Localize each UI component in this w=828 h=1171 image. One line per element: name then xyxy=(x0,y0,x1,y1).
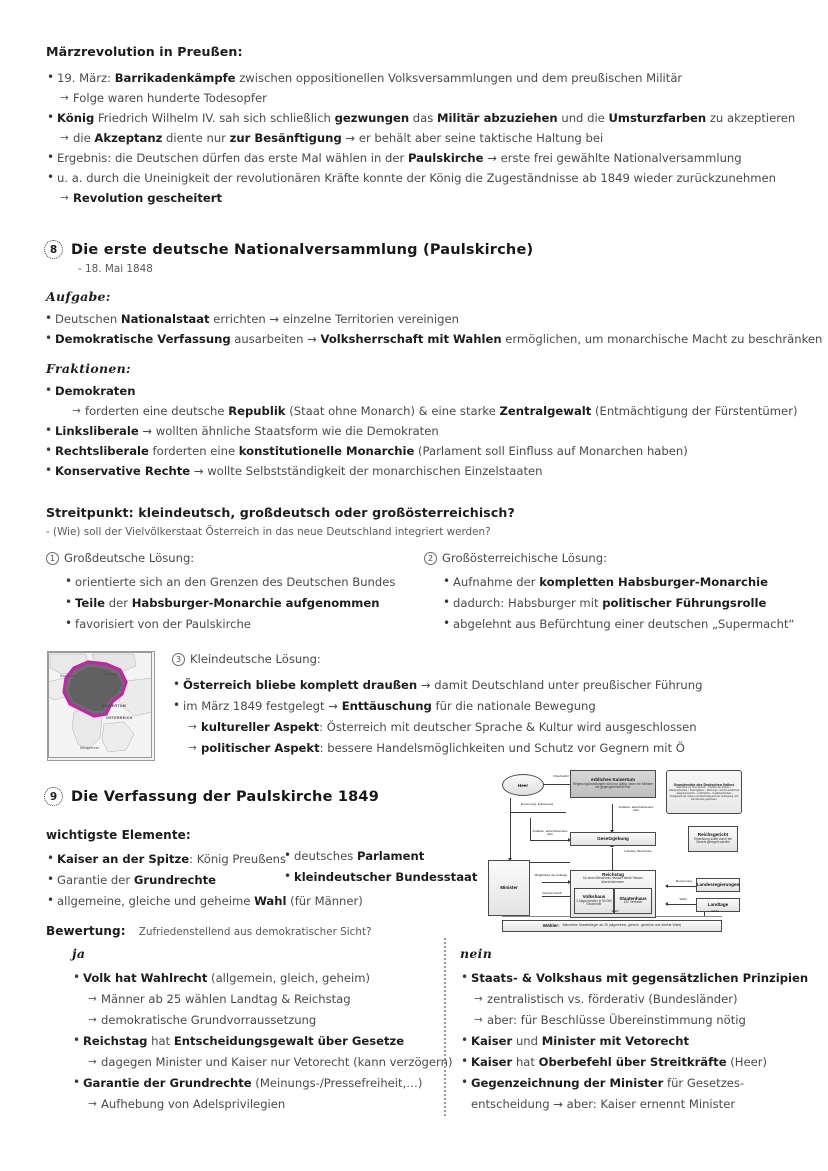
emphasis-text: politischer Aspekt xyxy=(201,741,320,755)
maerzrevolution-title: Märzrevolution in Preußen: xyxy=(46,44,243,59)
emphasis-text: Parlament xyxy=(357,849,425,863)
body-text: entscheidung → aber: Kaiser ernennt Minister xyxy=(471,1097,736,1111)
arrow-line xyxy=(188,717,812,738)
body-text: Männer ab 25 wählen Landtag & Reichstag xyxy=(101,992,351,1006)
emphasis-text: Konservative Rechte xyxy=(55,464,191,478)
arrow-line xyxy=(88,1010,442,1031)
body-text: diente nur xyxy=(162,131,230,145)
option-1-items xyxy=(64,572,426,635)
verfassungs-schema-diagram xyxy=(482,770,744,930)
arrow-line xyxy=(88,1052,453,1073)
diagram-node-grundrechte xyxy=(666,770,742,814)
diagram-caption-rechenschaft: Rechenschaft xyxy=(542,891,562,895)
arrow-line xyxy=(474,1010,820,1031)
diagram-line xyxy=(530,818,531,840)
map-label-nordsee: Nordsee xyxy=(60,674,76,678)
ja-label: ja xyxy=(72,946,86,961)
maerzrevolution-lines xyxy=(46,68,795,208)
emphasis-text: zur Besänftigung xyxy=(229,131,342,145)
bullet-line xyxy=(44,441,822,461)
diagram-arrow xyxy=(665,902,668,906)
streitpunkt-question: - (Wie) soll der Vielvölkerstaat Österreich in das neue Deutschland integriert werden? xyxy=(46,526,491,538)
body-text: (Staat ohne Monarch) & eine starke xyxy=(285,404,500,418)
diagram-node-gesetzgebung-title: Gesetzgebung xyxy=(597,835,629,841)
nein-label: nein xyxy=(460,946,493,961)
bullet-line xyxy=(46,148,795,168)
body-text: (Meinungs-/Pressefreiheit,…) xyxy=(251,1076,423,1090)
option-2-items xyxy=(442,572,814,635)
bullet-line xyxy=(46,68,795,88)
diagram-node-waehler xyxy=(502,920,722,932)
diagram-line xyxy=(612,804,613,832)
emphasis-text: kompletten Habsburger-Monarchie xyxy=(539,575,768,589)
map-svg xyxy=(48,652,152,758)
bullet-line xyxy=(172,696,812,717)
arrow-line xyxy=(60,188,795,208)
maerzrevolution-section xyxy=(46,44,795,208)
bullet-line xyxy=(442,572,814,593)
emphasis-text: Revolution gescheitert xyxy=(73,191,223,205)
emphasis-text: Teile xyxy=(75,596,106,610)
body-text: Ergebnis: die Deutschen dürfen das erste Mal wählen in der xyxy=(57,151,408,165)
emphasis-text: Barrikadenkämpfe xyxy=(114,71,236,85)
emphasis-text: Republik xyxy=(228,404,286,418)
body-text: Friedrich Wilhelm IV. sah sich schließlich xyxy=(94,111,335,125)
emphasis-text: Kaiser xyxy=(471,1034,513,1048)
emphasis-text: Kaiser xyxy=(471,1055,513,1069)
diagram-line xyxy=(530,840,570,841)
diagram-caption-initiative-veto-2: Initiative, aufschiebendes Veto xyxy=(532,829,568,837)
diagram-arrow xyxy=(665,884,668,888)
bullet-line xyxy=(46,108,795,128)
body-text: (Entmächtigung der Fürstentümer) xyxy=(591,404,798,418)
bullet-line xyxy=(283,867,477,888)
diagram-node-staatenhaus-title: Staatenhaus xyxy=(619,896,647,901)
emphasis-text: Volksherrschaft mit Wahlen xyxy=(320,332,502,346)
emphasis-text: Grundrechte xyxy=(133,873,216,887)
emphasis-text: Rechtsliberale xyxy=(55,444,149,458)
map-label-oesterreich: ÖSTERREICH xyxy=(106,716,133,720)
body-text: → wollte Selbstständigkeit der monarchischen Einzelstaaten xyxy=(190,464,543,478)
arrow-line xyxy=(72,401,822,421)
diagram-line xyxy=(612,848,613,870)
body-text: und die xyxy=(557,111,609,125)
body-text: → er behält aber seine taktische Haltung bei xyxy=(341,131,604,145)
map-label-ostsee: Ostsee xyxy=(104,672,118,676)
bullet-line xyxy=(283,846,477,867)
diagram-caption-wahl-3: Wahl xyxy=(711,909,719,913)
diagram-line xyxy=(668,904,698,905)
body-text: → damit Deutschland unter preußischer Führung xyxy=(417,678,703,692)
diagram-node-minister xyxy=(488,860,530,916)
diagram-node-reichstag-title: Reichstag xyxy=(602,872,624,877)
bullet-line xyxy=(72,968,442,989)
emphasis-text: Entscheidungsgewalt über Gesetze xyxy=(173,1034,405,1048)
ja-items xyxy=(72,968,453,1115)
option-3-label: Kleindeutsche Lösung: xyxy=(190,652,321,666)
bullet-line xyxy=(44,329,822,349)
body-text: zwischen oppositionellen Volksversammlungen und dem preußischen Militär xyxy=(235,71,683,85)
diagram-node-minister-title: Minister xyxy=(500,884,518,890)
body-text: forderten eine xyxy=(148,444,239,458)
emphasis-text: Zentralgewalt xyxy=(499,404,592,418)
diagram-node-reichsgericht xyxy=(688,826,738,852)
bullet-line xyxy=(442,614,814,635)
body-text: aber: für Beschlüsse Übereinstimmung nötig xyxy=(487,1013,746,1027)
diagram-caption-benennung: Benennung xyxy=(676,879,692,883)
aufgabe-label: Aufgabe: xyxy=(46,289,111,304)
body-text: Deutschen xyxy=(55,312,121,326)
option-3-number: 3 xyxy=(172,653,185,666)
text-line xyxy=(471,1094,820,1115)
diagram-node-reichsgericht-title: Reichsgericht xyxy=(697,832,729,838)
diagram-line xyxy=(510,812,566,813)
section-9 xyxy=(44,787,379,806)
streitpunkt-title: Streitpunkt: kleindeutsch, großdeutsch oder großösterreichisch? xyxy=(46,505,515,520)
body-text: : Österreich mit deutscher Sprache & Kultur wird ausgeschlossen xyxy=(319,720,697,734)
wichtigste-elemente-label: wichtigste Elemente: xyxy=(46,828,191,842)
body-text: Folge waren hunderte Todesopfer xyxy=(73,91,267,105)
bullet-line xyxy=(460,1052,820,1073)
emphasis-text: kultureller Aspekt xyxy=(201,720,320,734)
bullet-line xyxy=(46,891,363,912)
body-text: → erste frei gewählte Nationalversammlung xyxy=(483,151,742,165)
diagram-node-landtage-title: Landtage xyxy=(707,901,729,907)
emphasis-text: Österreich bliebe komplett draußen xyxy=(183,678,418,692)
body-text: → wollten ähnliche Staatsform wie die Demokraten xyxy=(138,424,439,438)
diagram-node-landesregierungen-title: Landesregierungen xyxy=(696,881,740,887)
body-text: für Gesetzes- xyxy=(663,1076,745,1090)
bullet-line xyxy=(44,421,822,441)
body-text: dadurch: Habsburger mit xyxy=(453,596,603,610)
body-text: der xyxy=(105,596,132,610)
body-text: : bessere Handelsmöglichkeiten und Schutz vor Gegnern mit Ö xyxy=(319,741,685,755)
bullet-line xyxy=(46,168,795,188)
emphasis-text: Militär abzuziehen xyxy=(436,111,558,125)
emphasis-text: Oberbefehl über Streitkräfte xyxy=(538,1055,727,1069)
diagram-node-landesregierungen xyxy=(696,878,740,892)
emphasis-text: Linksliberale xyxy=(55,424,139,438)
bullet-line xyxy=(460,1031,820,1052)
diagram-line xyxy=(542,882,570,883)
bewertung-question: Zufriedenstellend aus demokratischer Sicht? xyxy=(138,926,372,938)
body-text: Aufnahme der xyxy=(453,575,540,589)
body-text: hat xyxy=(512,1055,539,1069)
body-text: Garantie der xyxy=(57,873,134,887)
bullet-line xyxy=(64,593,426,614)
emphasis-text: Umsturzfarben xyxy=(608,111,707,125)
diagram-node-gesetzgebung xyxy=(570,832,656,846)
streitpunkt-section xyxy=(46,505,515,540)
body-text: Aufhebung von Adelsprivilegien xyxy=(101,1097,286,1111)
emphasis-text: kleindeutscher Bundesstaat xyxy=(294,870,478,884)
body-text: u. a. durch die Uneinigkeit der revolutionären Kräfte konnte der König die Zugeständnisse ab 1849 wieder zurückzunehmen xyxy=(57,171,777,185)
body-text: das xyxy=(409,111,437,125)
body-text: abgelehnt aus Befürchtung einer deutschen „Supermacht“ xyxy=(453,617,795,631)
diagram-caption-ernennung: Ernennung, Entlassung xyxy=(520,802,554,806)
arrow-line xyxy=(88,989,442,1010)
body-text: zentralistisch vs. förderativ (Bundesländer) xyxy=(487,992,738,1006)
diagram-node-kaisertum xyxy=(570,770,656,798)
emphasis-text: Habsburger-Monarchie aufgenommen xyxy=(131,596,380,610)
diagram-node-grundrechte-sub: Gleichheit vor dem Gesetz – Freiheit der Person – Glaubensfreiheit – Freizügigkeit – Meinungs- und Pressefreiheit – Eigentumsrecht – Lehrfreiheit – Koalitionsfreiheit – Postgeheimnis. Kaiser und Reichstag sind an Verfassung und Grundrechte gebunden. xyxy=(668,785,740,801)
arrow-line xyxy=(60,128,795,148)
emphasis-text: Enttäuschung xyxy=(341,699,432,713)
ja-nein-divider xyxy=(444,938,446,1116)
option-2-label: Großösterreichische Lösung: xyxy=(442,551,608,565)
emphasis-text: Garantie der Grundrechte xyxy=(83,1076,252,1090)
diagram-node-reichsgericht-sub: Einsetzung sollte durch ein Gesetz geregelt werden xyxy=(693,836,733,845)
bewertung-block xyxy=(46,920,372,940)
diagram-node-volkshaus-title: Volkshaus xyxy=(582,894,606,900)
body-text: : König Preußens xyxy=(189,852,287,866)
body-text: hat xyxy=(147,1034,174,1048)
diagram-caption-initiative-veto: Initiative, aufschiebendes Veto xyxy=(618,805,654,813)
emphasis-text: konstitutionelle Monarchie xyxy=(238,444,415,458)
diagram-caption-wahl-2: Wahl xyxy=(611,909,619,913)
emphasis-text: Akzeptanz xyxy=(94,131,163,145)
emphasis-text: Staats- & Volkshaus mit gegensätzlichen Prinzipien xyxy=(471,971,809,985)
map-label-mittelmeer: Mittelmeer xyxy=(80,746,100,750)
option-kleindeutsch xyxy=(172,652,812,759)
elements-right-column xyxy=(283,846,477,888)
bewertung-label: Bewertung: xyxy=(46,924,126,938)
diagram-node-kaisertum-title: erbliches Kaisertum xyxy=(591,777,635,783)
bullet-line xyxy=(460,1073,820,1094)
body-text: forderten eine deutsche xyxy=(85,404,229,418)
body-text: und xyxy=(512,1034,542,1048)
emphasis-text: Volk hat Wahlrecht xyxy=(83,971,208,985)
body-text: orientierte sich an den Grenzen des Deutschen Bundes xyxy=(75,575,396,589)
diagram-node-volkshaus-sub: 1 Abgeordneter je 50.000 Einwohner xyxy=(576,898,612,907)
bewertung-nein-column xyxy=(460,946,820,1115)
body-text: (für Männer) xyxy=(286,894,363,908)
emphasis-text: gezwungen xyxy=(334,111,410,125)
option-1-number: 1 xyxy=(46,552,59,565)
bullet-line xyxy=(72,1073,442,1094)
emphasis-text: Kaiser an der Spitze xyxy=(57,852,190,866)
section-8-heading xyxy=(44,240,822,259)
section-8-subtitle: - 18. Mai 1848 xyxy=(78,263,153,275)
emphasis-text: Demokratische Verfassung xyxy=(55,332,231,346)
section-number-badge: 8 xyxy=(44,240,63,259)
diagram-node-grundrechte-title: Grundrechte des Deutschen Volkes xyxy=(673,782,735,787)
emphasis-text: Paulskirche xyxy=(407,151,484,165)
nein-items xyxy=(460,968,820,1115)
emphasis-text: Reichstag xyxy=(83,1034,148,1048)
body-text: (Parlament soll Einfluss auf Monarchen haben) xyxy=(414,444,688,458)
body-text: ausarbeiten → xyxy=(230,332,321,346)
emphasis-text: Gegenzeichnung der Minister xyxy=(471,1076,664,1090)
arrow-line xyxy=(188,738,812,759)
emphasis-text: Wahl xyxy=(254,894,287,908)
emphasis-text: politischer Führungsrolle xyxy=(602,596,767,610)
bullet-line xyxy=(64,572,426,593)
diagram-node-waehler-text: Männliche Staatsbürger ab 25 (allgemeine, gleiche, geheime und direkte Wahl) xyxy=(562,923,682,928)
body-text: ermöglichen, um monarchische Macht zu beschränken xyxy=(501,332,823,346)
section-9-title: Die Verfassung der Paulskirche 1849 xyxy=(71,788,380,805)
diagram-line xyxy=(668,886,698,887)
body-text: allgemeine, gleiche und geheime xyxy=(57,894,255,908)
diagram-caption-oberbefehl: Oberbefehl xyxy=(553,774,569,778)
body-text: demokratische Grundvorraussetzung xyxy=(101,1013,317,1027)
body-text: 19. März: xyxy=(57,71,115,85)
bullet-line xyxy=(64,614,426,635)
emphasis-text: Nationalstaat xyxy=(120,312,210,326)
option-grossdeutsch xyxy=(46,551,426,635)
diagram-caption-initiative-beschluss: Initiative, Beschluss xyxy=(624,849,652,853)
option-2-number: 2 xyxy=(424,552,437,565)
diagram-node-kaisertum-sub: Regierungshandlungen sind nur gültig, wenn ein Minister sie gegengezeichnet hat. xyxy=(572,781,654,790)
bullet-line xyxy=(44,461,822,481)
body-text: die xyxy=(73,131,95,145)
fraktionen-label: Fraktionen: xyxy=(46,361,131,376)
diagram-node-reichstag-sub: für einen Beschluss müssen beide Häuser übereinstimmen. xyxy=(583,876,643,884)
body-text: dagegen Minister und Kaiser nur Vetorecht (kann verzögern) xyxy=(101,1055,453,1069)
arrow-line xyxy=(88,1094,442,1115)
body-text: (Heer) xyxy=(726,1055,768,1069)
diagram-line xyxy=(530,862,570,863)
body-text: errichten → einzelne Territorien vereinigen xyxy=(209,312,459,326)
option-grossoesterreichisch xyxy=(424,551,814,635)
map-thumbnail xyxy=(47,651,155,761)
body-text: im März 1849 festgelegt → xyxy=(183,699,342,713)
bullet-line xyxy=(72,1031,442,1052)
section-8-title: Die erste deutsche Nationalversammlung (Paulskirche) xyxy=(71,241,534,258)
body-text: (allgemein, gleich, geheim) xyxy=(207,971,371,985)
diagram-caption-moeglichkeit-anklage: Möglichkeit der Anklage xyxy=(534,873,568,877)
arrow-line xyxy=(474,989,820,1010)
option-1-label: Großdeutsche Lösung: xyxy=(64,551,195,565)
bullet-line xyxy=(442,593,814,614)
emphasis-text: Minister mit Vetorecht xyxy=(541,1034,690,1048)
body-text: favorisiert von der Paulskirche xyxy=(75,617,251,631)
emphasis-text: König xyxy=(57,111,95,125)
body-text: zu akzeptieren xyxy=(706,111,796,125)
section-8 xyxy=(44,240,822,481)
section-9-heading xyxy=(44,787,379,806)
bewertung-ja-column xyxy=(72,946,453,1115)
diagram-line xyxy=(510,798,511,860)
section-number-badge: 9 xyxy=(44,787,63,806)
diagram-node-staatenhaus-sub: 192 Vertreter xyxy=(623,900,643,905)
aufgabe-lines xyxy=(44,309,822,349)
bullet-line xyxy=(460,968,820,989)
arrow-line xyxy=(60,88,795,108)
diagram-node-heer: Heer xyxy=(502,774,544,796)
bullet-line xyxy=(44,309,822,329)
diagram-line xyxy=(542,896,570,897)
body-text: deutsches xyxy=(294,849,358,863)
option-3-items xyxy=(172,675,812,759)
fraktionen-lines xyxy=(44,381,822,481)
bullet-line xyxy=(44,381,822,401)
emphasis-text: Demokraten xyxy=(55,384,136,398)
map-label-kaisertum: KAISERTUM xyxy=(102,704,127,708)
bullet-line xyxy=(172,675,812,696)
map-kleindeutsche-loesung xyxy=(47,651,155,761)
diagram-caption-wahl-1: Wahl xyxy=(679,897,687,901)
diagram-node-waehler-label: Wähler: xyxy=(542,922,560,928)
body-text: für die nationale Bewegung xyxy=(431,699,596,713)
